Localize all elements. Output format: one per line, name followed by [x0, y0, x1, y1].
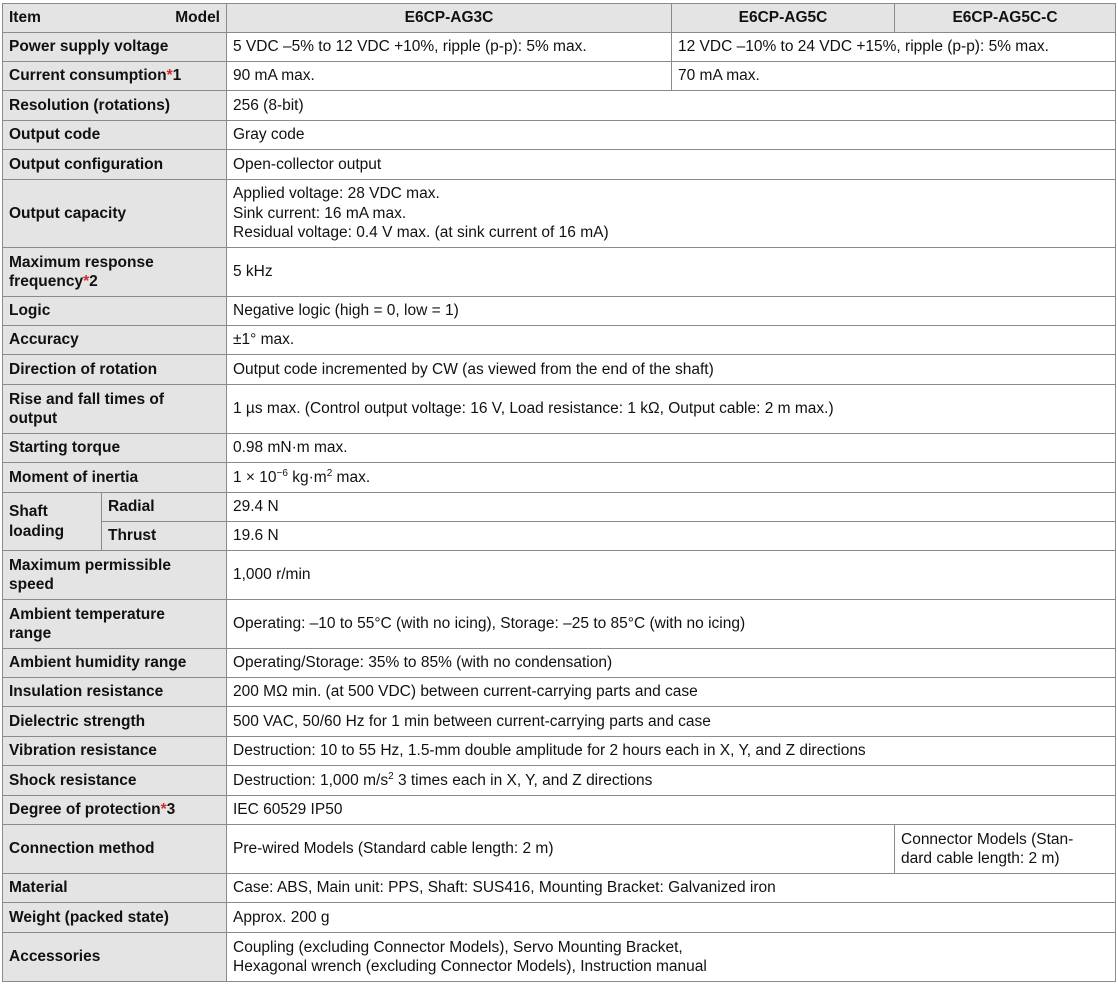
row-value: Output code incremented by CW (as viewed from the end of the shaft)	[227, 355, 1116, 385]
row-value: Case: ABS, Main unit: PPS, Shaft: SUS416, Mounting Bracket: Galvanized iron	[227, 874, 1116, 903]
row-vibration-resistance	[3, 737, 1116, 766]
row-label: Ambient humidity range	[3, 649, 227, 678]
row-label	[3, 248, 227, 297]
value-exponent: 2	[388, 770, 394, 782]
label-line-2: loading	[9, 522, 65, 540]
footnote-asterisk: *	[160, 801, 167, 819]
value-part: max.	[332, 468, 371, 486]
label-text: Current consumption	[9, 67, 167, 85]
row-direction-of-rotation	[3, 355, 1116, 385]
connector-line-1: Connector Models (Stan-	[901, 830, 1074, 848]
row-insulation-resistance	[3, 678, 1116, 707]
row-rise-fall-times	[3, 385, 1116, 434]
label-line-2: range	[9, 625, 52, 642]
capacity-line: Residual voltage: 0.4 V max. (at sink current of 16 mA)	[233, 224, 609, 242]
row-value: Operating: –10 to 55°C (with no icing), Storage: –25 to 85°C (with no icing)	[227, 600, 1116, 649]
row-current-consumption	[3, 62, 1116, 91]
connector-line-2: dard cable length: 2 m)	[901, 850, 1060, 867]
row-max-permissible-speed	[3, 551, 1116, 600]
row-dielectric-strength	[3, 707, 1116, 737]
row-label	[3, 551, 227, 600]
footnote-number: 1	[172, 67, 182, 85]
value-part: 1 × 10	[233, 468, 277, 486]
row-value	[227, 180, 1116, 248]
item-header-label: Item	[9, 9, 41, 27]
row-label: Moment of inertia	[3, 463, 227, 493]
row-value	[227, 766, 1116, 796]
row-value: 5 kHz	[227, 248, 1116, 297]
capacity-line: Applied voltage: 28 VDC max.	[233, 185, 440, 203]
row-label: Power supply voltage	[3, 33, 227, 62]
row-output-code	[3, 121, 1116, 150]
row-label: Material	[3, 874, 227, 903]
row-label: Shock resistance	[3, 766, 227, 796]
ag3c-value: 90 mA max.	[227, 62, 672, 91]
label-line-1: Ambient temperature	[9, 605, 165, 623]
row-accessories	[3, 933, 1116, 982]
connector-value	[895, 825, 1116, 874]
row-moment-of-inertia	[3, 463, 1116, 493]
prewired-value: Pre-wired Models (Standard cable length: 2 m)	[227, 825, 895, 874]
label-text: Degree of protection	[9, 801, 161, 819]
row-label	[3, 385, 227, 434]
row-value: 1 µs max. (Control output voltage: 16 V, Load resistance: 1 kΩ, Output cable: 2 m max.)	[227, 385, 1116, 434]
row-ambient-humidity	[3, 649, 1116, 678]
row-power-supply-voltage	[3, 33, 1116, 62]
ag5c-value: 70 mA max.	[672, 62, 1116, 91]
accessories-line: Coupling (excluding Connector Models), Servo Mounting Bracket,	[233, 938, 683, 956]
label-line-2: output	[9, 410, 58, 427]
row-value: 500 VAC, 50/60 Hz for 1 min between current-carrying parts and case	[227, 707, 1116, 737]
footnote-number: 3	[166, 801, 176, 819]
footnote-asterisk: *	[83, 273, 90, 290]
value-part: 3 times each in X, Y, and Z directions	[393, 771, 653, 789]
row-shaft-loading-radial	[3, 493, 1116, 522]
row-value: 0.98 mN·m max.	[227, 434, 1116, 463]
row-label	[3, 62, 227, 91]
radial-label: Radial	[102, 493, 227, 522]
label-line-2	[9, 272, 220, 292]
model-e6cp-ag3c: E6CP-AG3C	[227, 4, 672, 33]
ag3c-value: 5 VDC –5% to 12 VDC +10%, ripple (p-p): 5% max.	[227, 33, 672, 62]
row-value: Approx. 200 g	[227, 903, 1116, 933]
row-value: Negative logic (high = 0, low = 1)	[227, 297, 1116, 326]
row-label: Logic	[3, 297, 227, 326]
row-label: Accessories	[3, 933, 227, 982]
row-label: Accuracy	[3, 326, 227, 355]
row-label: Direction of rotation	[3, 355, 227, 385]
label-line-1: Rise and fall times of	[9, 390, 165, 408]
row-resolution	[3, 91, 1116, 121]
row-shock-resistance	[3, 766, 1116, 796]
row-value: 200 MΩ min. (at 500 VDC) between current-carrying parts and case	[227, 678, 1116, 707]
row-value	[227, 463, 1116, 493]
capacity-line: Sink current: 16 mA max.	[233, 204, 407, 222]
model-e6cp-ag5c-c: E6CP-AG5C-C	[895, 4, 1116, 33]
label-line-2: speed	[9, 576, 54, 593]
label-line-1: Maximum response	[9, 253, 154, 271]
row-value: Open-collector output	[227, 150, 1116, 180]
row-value: IEC 60529 IP50	[227, 796, 1116, 825]
row-max-response-frequency	[3, 248, 1116, 297]
header-row	[3, 4, 1116, 33]
row-value: Destruction: 10 to 55 Hz, 1.5-mm double amplitude for 2 hours each in X, Y, and Z directions	[227, 737, 1116, 766]
label-line-1: Maximum permissible	[9, 556, 171, 574]
row-material	[3, 874, 1116, 903]
row-label: Weight (packed state)	[3, 903, 227, 933]
item-model-header	[3, 4, 227, 33]
row-label	[3, 796, 227, 825]
value-part: Destruction: 1,000 m/s	[233, 771, 389, 789]
row-value: 256 (8-bit)	[227, 91, 1116, 121]
row-ambient-temperature	[3, 600, 1116, 649]
row-label	[3, 600, 227, 649]
specifications-table	[2, 3, 1116, 982]
value-exponent: −6	[276, 467, 288, 479]
row-value: Operating/Storage: 35% to 85% (with no condensation)	[227, 649, 1116, 678]
accessories-line: Hexagonal wrench (excluding Connector Models), Instruction manual	[233, 958, 707, 975]
row-label: Resolution (rotations)	[3, 91, 227, 121]
row-value: ±1° max.	[227, 326, 1116, 355]
model-e6cp-ag5c: E6CP-AG5C	[672, 4, 895, 33]
row-value: 1,000 r/min	[227, 551, 1116, 600]
row-weight	[3, 903, 1116, 933]
ag5c-value: 12 VDC –10% to 24 VDC +15%, ripple (p-p): 5% max.	[672, 33, 1116, 62]
row-connection-method	[3, 825, 1116, 874]
row-label: Insulation resistance	[3, 678, 227, 707]
footnote-number: 2	[89, 273, 98, 290]
row-output-configuration	[3, 150, 1116, 180]
footnote-asterisk: *	[166, 67, 173, 85]
label-line-1: Shaft	[9, 503, 48, 520]
thrust-value: 19.6 N	[227, 522, 1116, 551]
label-text: frequency	[9, 273, 84, 290]
row-accuracy	[3, 326, 1116, 355]
row-label: Output capacity	[3, 180, 227, 248]
value-exponent: 2	[326, 467, 333, 479]
shaft-loading-label	[3, 493, 102, 551]
model-header-label: Model	[175, 9, 220, 27]
row-value	[227, 933, 1116, 982]
row-label: Output code	[3, 121, 227, 150]
row-value: Gray code	[227, 121, 1116, 150]
thrust-label: Thrust	[102, 522, 227, 551]
value-part: kg·m	[287, 468, 327, 486]
row-output-capacity	[3, 180, 1116, 248]
row-label: Vibration resistance	[3, 737, 227, 766]
row-degree-of-protection	[3, 796, 1116, 825]
row-label: Dielectric strength	[3, 707, 227, 737]
row-starting-torque	[3, 434, 1116, 463]
row-label: Starting torque	[3, 434, 227, 463]
row-shaft-loading-thrust	[3, 522, 1116, 551]
row-label: Connection method	[3, 825, 227, 874]
row-logic	[3, 297, 1116, 326]
row-label: Output configuration	[3, 150, 227, 180]
radial-value: 29.4 N	[227, 493, 1116, 522]
